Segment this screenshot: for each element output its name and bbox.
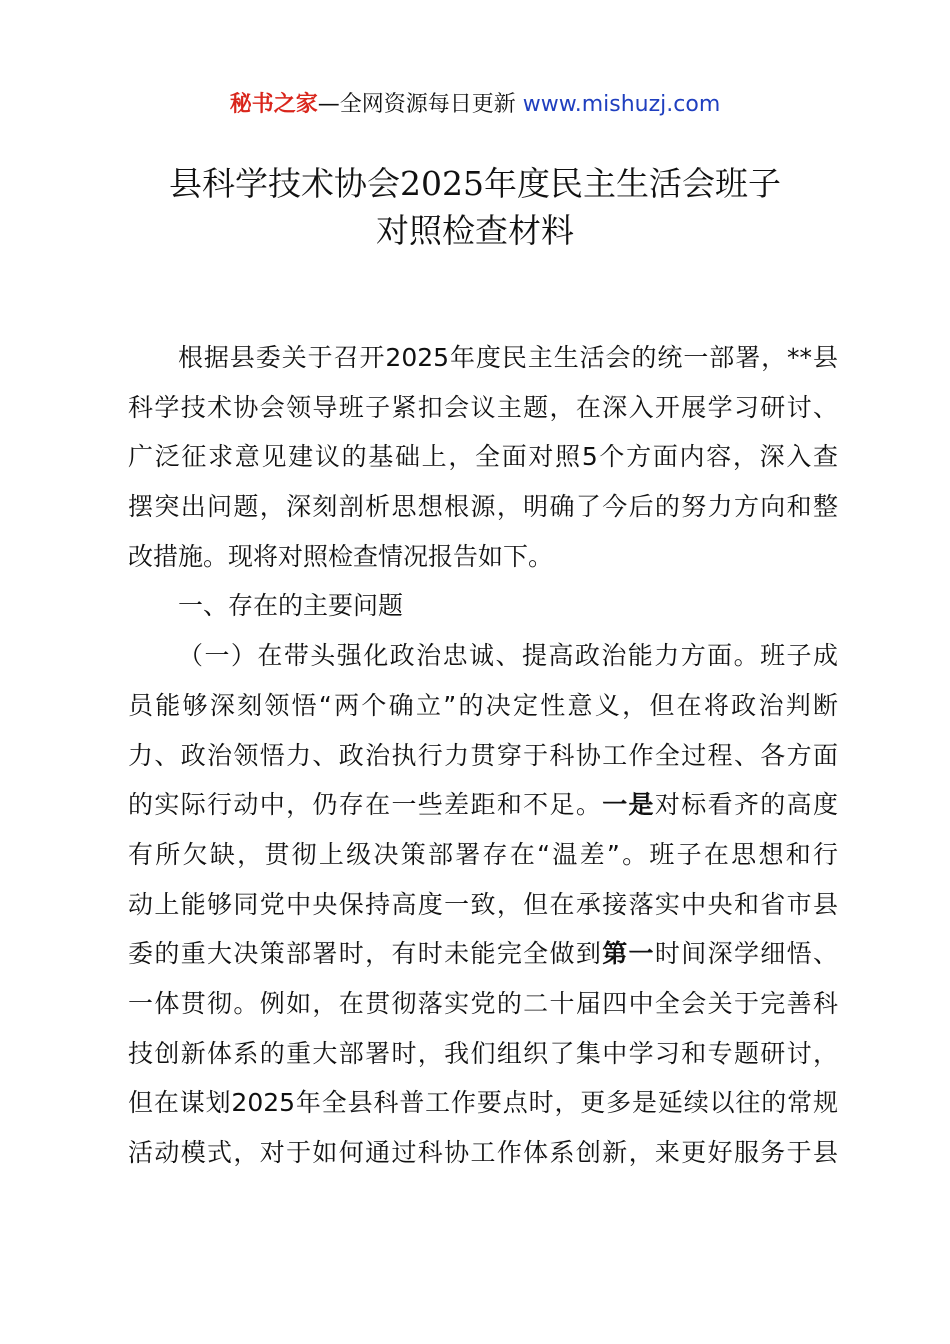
site-brand: 秘书之家 <box>229 92 318 117</box>
paragraph-line: 技创新体系的重大部署时，我们组织了集中学习和专题研讨， <box>128 1038 838 1068</box>
paragraph-line <box>128 780 838 830</box>
site-url-link[interactable]: www.mishuzj.com <box>522 92 721 117</box>
paragraph-line: 一体贯彻。例如，在贯彻落实党的二十届四中全会关于完善科 <box>128 988 838 1018</box>
document-title <box>100 160 850 254</box>
paragraph-line: 改措施。现将对照检查情况报告如下。 <box>128 541 554 571</box>
paragraph-line: 科学技术协会领导班子紧扣会议主题，在深入开展学习研讨、 <box>128 392 838 422</box>
site-tagline: —全网资源每日更新 <box>317 92 523 117</box>
paragraph-line: 但在谋划2025年全县科普工作要点时，更多是延续以往的常规 <box>128 1088 838 1118</box>
site-header <box>0 90 950 120</box>
paragraph-line <box>128 929 838 979</box>
paragraph-line: （一）在带头强化政治忠诚、提高政治能力方面。班子成 <box>178 641 838 671</box>
paragraph-line: 员能够深刻领悟“两个确立”的决定性意义，但在将政治判断 <box>128 690 838 720</box>
text-run: 的实际行动中，仍存在一些差距和不足。 <box>128 790 603 820</box>
title-line-2: 对照检查材料 <box>376 211 574 250</box>
paragraph-line: 有所欠缺，贯彻上级决策部署存在“温差”。班子在思想和行 <box>128 839 838 869</box>
text-run: 对标看齐的高度 <box>654 790 838 820</box>
paragraph-line: 力、政治领悟力、政治执行力贯穿于科协工作全过程、各方面 <box>128 740 838 770</box>
title-line-1: 县科学技术协会2025年度民主生活会班子 <box>169 164 781 203</box>
paragraph-line: 广泛征求意见建议的基础上，全面对照5个方面内容，深入查 <box>128 442 838 472</box>
document-body <box>128 333 838 1178</box>
text-run: 委的重大决策部署时，有时未能完全做到 <box>128 939 603 969</box>
paragraph-line: 动上能够同党中央保持高度一致，但在承接落实中央和省市县 <box>128 889 838 919</box>
section-heading: 一、存在的主要问题 <box>178 591 404 621</box>
emphasis-run: 第一 <box>602 939 655 969</box>
paragraph-line: 根据县委关于召开2025年度民主生活会的统一部署，**县 <box>178 343 838 372</box>
paragraph-line: 活动模式，对于如何通过科协工作体系创新，来更好服务于县 <box>128 1138 838 1167</box>
emphasis-run: 一是 <box>602 790 655 820</box>
paragraph-line: 摆突出问题，深刻剖析思想根源，明确了今后的努力方向和整 <box>128 492 838 522</box>
text-run: 时间深学细悟、 <box>654 939 838 969</box>
